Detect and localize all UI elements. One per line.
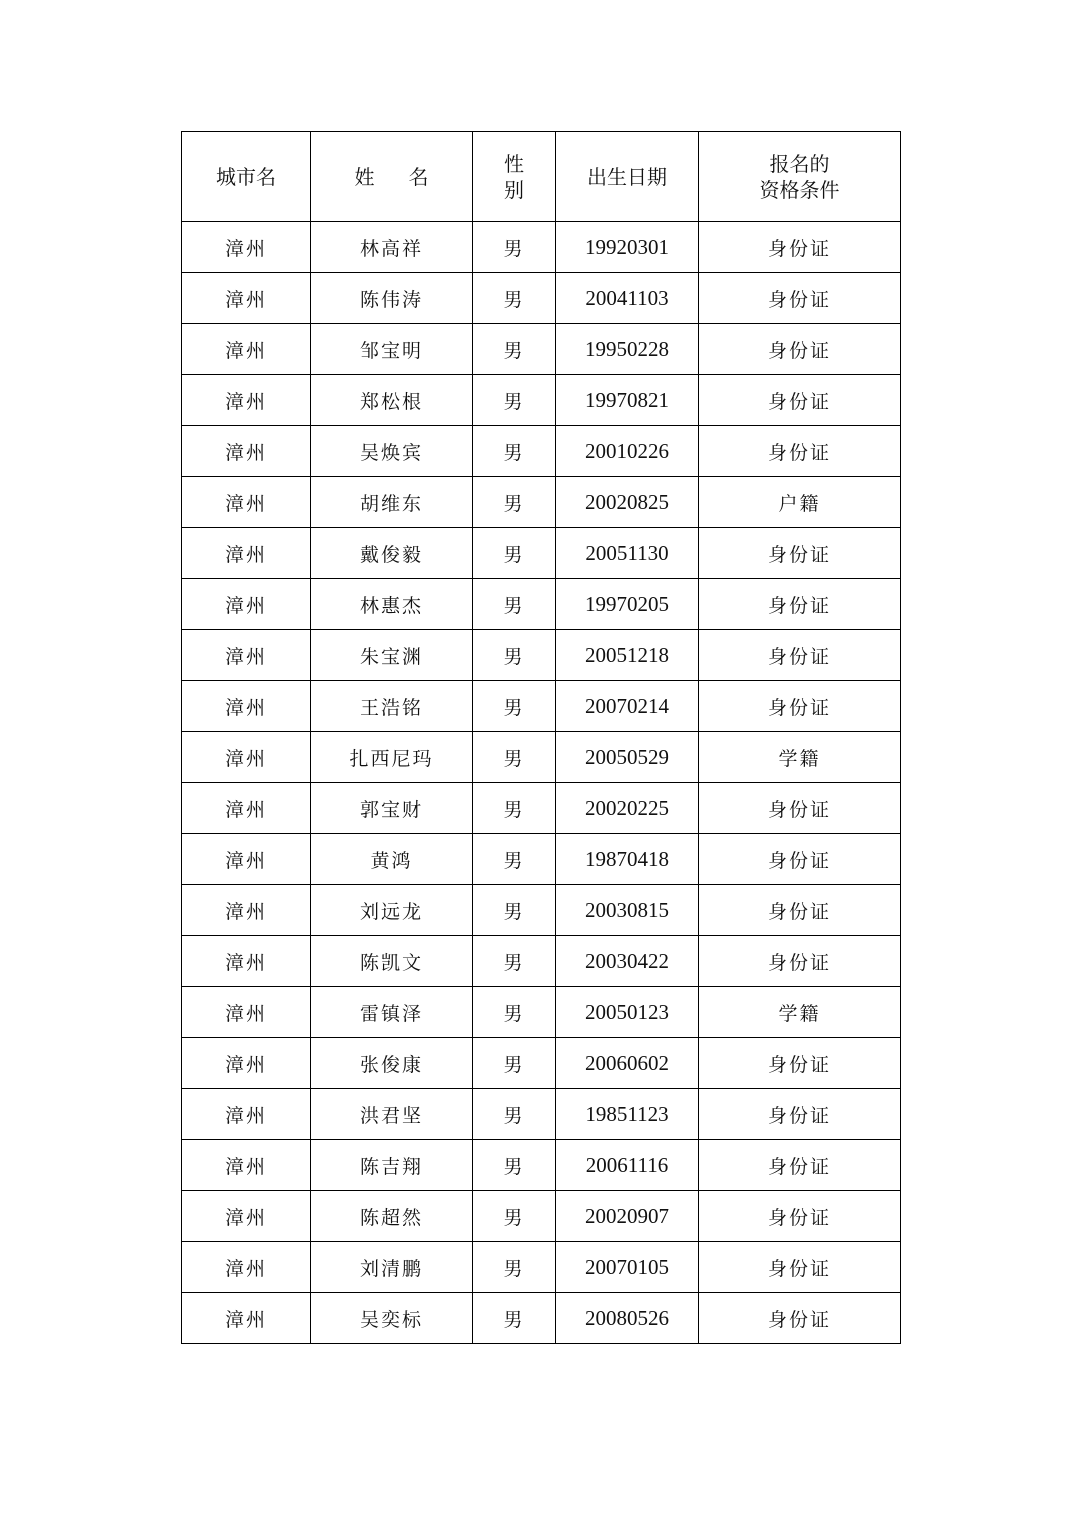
table-header: [182, 132, 901, 222]
cell-gender: 男: [473, 579, 556, 630]
cell-name: 洪君坚: [311, 1089, 473, 1140]
cell-birth-date: 20070105: [556, 1242, 699, 1293]
table-body: [182, 222, 901, 1344]
header-city-label: 城市名: [216, 164, 276, 189]
cell-birth-date: 20060602: [556, 1038, 699, 1089]
table-row: [182, 222, 901, 273]
table-row: [182, 885, 901, 936]
cell-qualification: 学籍: [699, 732, 901, 783]
table-row: [182, 630, 901, 681]
cell-qualification: 身份证: [699, 579, 901, 630]
cell-qualification: 身份证: [699, 273, 901, 324]
cell-birth-date: 20041103: [556, 273, 699, 324]
cell-gender: 男: [473, 1038, 556, 1089]
table-row: [182, 1293, 901, 1344]
cell-birth-date: 20051130: [556, 528, 699, 579]
table-row: [182, 273, 901, 324]
cell-gender: 男: [473, 375, 556, 426]
cell-gender: 男: [473, 732, 556, 783]
cell-city: 漳州: [182, 477, 311, 528]
table-row: [182, 324, 901, 375]
cell-name: 雷镇泽: [311, 987, 473, 1038]
cell-city: 漳州: [182, 1089, 311, 1140]
cell-qualification: 身份证: [699, 1038, 901, 1089]
header-name: [311, 132, 473, 222]
cell-gender: 男: [473, 834, 556, 885]
cell-city: 漳州: [182, 579, 311, 630]
cell-birth-date: 20050123: [556, 987, 699, 1038]
table-row: [182, 834, 901, 885]
header-gender-line1: 性: [504, 151, 524, 176]
cell-gender: 男: [473, 885, 556, 936]
cell-city: 漳州: [182, 426, 311, 477]
header-row: [182, 132, 901, 222]
cell-name: 邹宝明: [311, 324, 473, 375]
cell-gender: 男: [473, 273, 556, 324]
table-row: [182, 732, 901, 783]
cell-birth-date: 19851123: [556, 1089, 699, 1140]
cell-birth-date: 19970205: [556, 579, 699, 630]
cell-name: 戴俊毅: [311, 528, 473, 579]
cell-name: 张俊康: [311, 1038, 473, 1089]
cell-gender: 男: [473, 1089, 556, 1140]
cell-qualification: 身份证: [699, 426, 901, 477]
cell-name: 郭宝财: [311, 783, 473, 834]
table-row: [182, 783, 901, 834]
cell-qualification: 身份证: [699, 783, 901, 834]
cell-city: 漳州: [182, 834, 311, 885]
cell-city: 漳州: [182, 1038, 311, 1089]
table-row: [182, 681, 901, 732]
cell-city: 漳州: [182, 681, 311, 732]
cell-birth-date: 19950228: [556, 324, 699, 375]
cell-gender: 男: [473, 1293, 556, 1344]
cell-birth-date: 19920301: [556, 222, 699, 273]
header-name-first: 姓: [354, 164, 375, 189]
cell-gender: 男: [473, 630, 556, 681]
cell-city: 漳州: [182, 732, 311, 783]
cell-gender: 男: [473, 1191, 556, 1242]
cell-name: 林高祥: [311, 222, 473, 273]
cell-city: 漳州: [182, 273, 311, 324]
header-birth: [556, 132, 699, 222]
cell-gender: 男: [473, 681, 556, 732]
registration-table: [181, 131, 901, 1344]
cell-gender: 男: [473, 324, 556, 375]
cell-qualification: 身份证: [699, 324, 901, 375]
table-row: [182, 375, 901, 426]
cell-qualification: 身份证: [699, 885, 901, 936]
cell-name: 朱宝渊: [311, 630, 473, 681]
cell-gender: 男: [473, 936, 556, 987]
cell-name: 扎西尼玛: [311, 732, 473, 783]
cell-city: 漳州: [182, 936, 311, 987]
cell-gender: 男: [473, 783, 556, 834]
cell-city: 漳州: [182, 1140, 311, 1191]
table-row: [182, 1242, 901, 1293]
cell-qualification: 身份证: [699, 834, 901, 885]
header-gender-line2: 别: [504, 177, 524, 202]
cell-city: 漳州: [182, 630, 311, 681]
table-row: [182, 477, 901, 528]
cell-name: 林惠杰: [311, 579, 473, 630]
cell-city: 漳州: [182, 1293, 311, 1344]
cell-qualification: 身份证: [699, 375, 901, 426]
cell-name: 王浩铭: [311, 681, 473, 732]
cell-city: 漳州: [182, 885, 311, 936]
table-row: [182, 1089, 901, 1140]
header-city: [182, 132, 311, 222]
table-row: [182, 1140, 901, 1191]
header-qualification: [699, 132, 901, 222]
cell-city: 漳州: [182, 1242, 311, 1293]
table-row: [182, 426, 901, 477]
cell-city: 漳州: [182, 783, 311, 834]
cell-birth-date: 20080526: [556, 1293, 699, 1344]
cell-gender: 男: [473, 1140, 556, 1191]
cell-birth-date: 19970821: [556, 375, 699, 426]
cell-birth-date: 20020825: [556, 477, 699, 528]
cell-city: 漳州: [182, 222, 311, 273]
cell-city: 漳州: [182, 375, 311, 426]
cell-birth-date: 20061116: [556, 1140, 699, 1191]
cell-city: 漳州: [182, 987, 311, 1038]
cell-name: 胡维东: [311, 477, 473, 528]
cell-qualification: 身份证: [699, 1089, 901, 1140]
cell-qualification: 学籍: [699, 987, 901, 1038]
cell-name: 陈吉翔: [311, 1140, 473, 1191]
cell-gender: 男: [473, 1242, 556, 1293]
header-gender: [473, 132, 556, 222]
cell-qualification: 身份证: [699, 1140, 901, 1191]
cell-qualification: 身份证: [699, 630, 901, 681]
cell-birth-date: 20050529: [556, 732, 699, 783]
cell-birth-date: 20070214: [556, 681, 699, 732]
cell-name: 陈凯文: [311, 936, 473, 987]
cell-qualification: 身份证: [699, 1242, 901, 1293]
cell-name: 吴焕宾: [311, 426, 473, 477]
header-qual-line1: 报名的: [769, 151, 830, 176]
cell-gender: 男: [473, 222, 556, 273]
cell-birth-date: 20030422: [556, 936, 699, 987]
cell-name: 刘远龙: [311, 885, 473, 936]
cell-name: 陈超然: [311, 1191, 473, 1242]
cell-gender: 男: [473, 477, 556, 528]
cell-city: 漳州: [182, 324, 311, 375]
table-row: [182, 987, 901, 1038]
cell-birth-date: 20030815: [556, 885, 699, 936]
table-row: [182, 528, 901, 579]
cell-birth-date: 19870418: [556, 834, 699, 885]
cell-qualification: 身份证: [699, 222, 901, 273]
cell-gender: 男: [473, 987, 556, 1038]
cell-name: 吴奕标: [311, 1293, 473, 1344]
cell-birth-date: 20051218: [556, 630, 699, 681]
table-row: [182, 1191, 901, 1242]
cell-birth-date: 20020907: [556, 1191, 699, 1242]
cell-name: 黄鸿: [311, 834, 473, 885]
cell-name: 刘清鹏: [311, 1242, 473, 1293]
cell-gender: 男: [473, 426, 556, 477]
cell-city: 漳州: [182, 1191, 311, 1242]
cell-qualification: 身份证: [699, 1191, 901, 1242]
cell-city: 漳州: [182, 528, 311, 579]
header-qual-line2: 资格条件: [759, 177, 840, 202]
cell-birth-date: 20010226: [556, 426, 699, 477]
table-row: [182, 579, 901, 630]
cell-birth-date: 20020225: [556, 783, 699, 834]
header-name-second: 名: [408, 164, 429, 189]
header-birth-label: 出生日期: [587, 164, 667, 189]
cell-qualification: 身份证: [699, 681, 901, 732]
cell-qualification: 身份证: [699, 936, 901, 987]
cell-qualification: 身份证: [699, 528, 901, 579]
cell-gender: 男: [473, 528, 556, 579]
cell-name: 陈伟涛: [311, 273, 473, 324]
cell-qualification: 户籍: [699, 477, 901, 528]
cell-qualification: 身份证: [699, 1293, 901, 1344]
table-row: [182, 936, 901, 987]
cell-name: 郑松根: [311, 375, 473, 426]
table-row: [182, 1038, 901, 1089]
